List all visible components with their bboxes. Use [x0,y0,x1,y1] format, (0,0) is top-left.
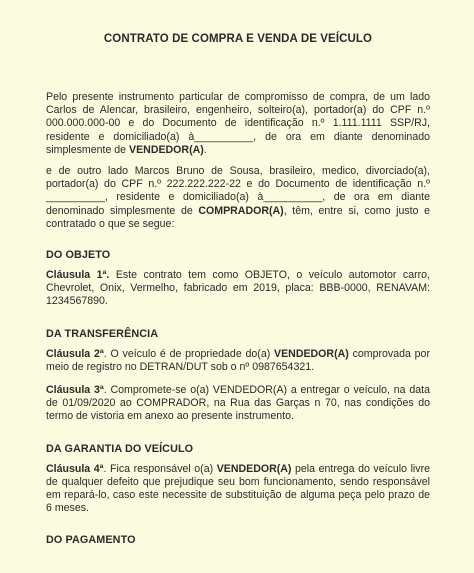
buyer-paragraph [46,165,430,231]
document-title: CONTRATO DE COMPRA E VENDA DE VEÍCULO [103,33,373,45]
clause-4 [46,463,430,516]
clause-2-text-a: . O veículo é de propriedade do(a) [103,347,275,360]
seller-role-label: VENDEDOR(A) [129,143,204,156]
buyer-intro-text: e de outro lado Marcos Bruno de Sousa, brasileiro, medico, divorciado(a), portador(a) do CPF n.º 222.222.222-22 e do Documento de identificação n.º __________, residente e domiciliado(a) à__________, de ora em diante denominado simplesmente de [46,165,430,217]
section-heading-objeto: DO OBJETO [46,249,111,262]
seller-intro-text: Pelo presente instrumento particular de compromisso de compra, de um lado Carlos de Alencar, brasileiro, engenheiro, solteiro(a), portador(a) do CPF n.º 000.000.000-00 e do Documento de identificação n.º 1.111.1111 SSP/RJ, residente e domiciliado(a) à__________, de ora em diante denominado simplesmente de [46,91,430,156]
section-heading-garantia: DA GARANTIA DO VEÍCULO [46,442,194,455]
seller-intro-end: . [203,143,207,156]
clause-1-text: Este contrato tem como OBJETO, o veículo automotor carro, Chevrolet, Onix, Vermelho, fabricado em 2019, placa: BBB-0000, RENAVAM: 1234567890. [46,269,430,308]
clause-2 [46,348,430,374]
buyer-intro-end: , têm, entre si, como justo e contratado o que se segue: [46,204,431,230]
buyer-role-label: COMPRADOR(A) [198,204,284,217]
clause-2-bold: VENDEDOR(A) [274,347,349,360]
clause-4-text-a: . Fica responsável o(a) [103,462,217,475]
clause-3-text: . Compromete-se o(a) VENDEDOR(A) a entregar o veículo, na data de 01/09/2020 ao COMPRADOR, na Rua das Garças n 70, nas condições do termo de vistoria em anexo ao presente instrumento. [46,384,430,423]
seller-paragraph [46,91,430,157]
clause-3 [46,384,430,424]
clause-2-label: Cláusula 2ª [46,347,104,360]
clause-3-label: Cláusula 3ª [46,384,104,397]
clause-1-label: Cláusula 1ª. [46,269,110,282]
clause-1 [46,269,430,309]
clause-2-text-b: comprovada por meio de registro no DETRAN/DUT sob o nº 0987654321. [46,347,430,373]
clause-4-label: Cláusula 4ª [46,462,104,475]
section-heading-pagamento: DO PAGAMENTO [46,534,136,547]
clause-4-text-b: pela entrega do veículo livre de qualquer defeito que prejudique seu bom funcionamento, sendo responsável em repará-lo, caso este necessite de substituição de alguma peça pelo prazo de 6 meses. [46,462,430,515]
section-heading-transferencia: DA TRANSFERÊNCIA [46,327,159,340]
clause-4-bold: VENDEDOR(A) [216,462,292,475]
